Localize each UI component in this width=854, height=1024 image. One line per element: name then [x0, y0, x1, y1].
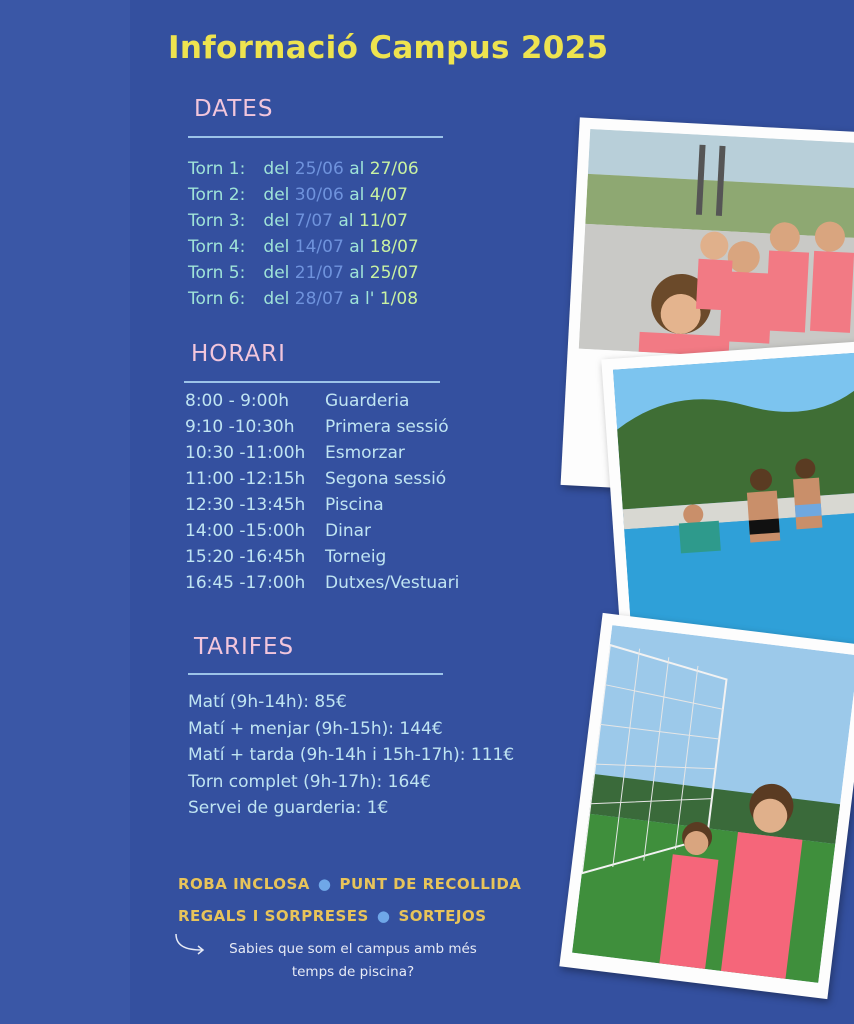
list-item: 8:00 - 9:00h Guarderia — [185, 391, 410, 411]
list-item: 15:20 -16:45h Torneig — [185, 547, 387, 567]
list-item: 16:45 -17:00h Dutxes/Vestuari — [185, 573, 460, 593]
features-line-1 — [178, 875, 521, 893]
features-line-2 — [178, 907, 487, 925]
list-item: 9:10 -10:30h Primera sessió — [185, 417, 449, 437]
list-item: Torn complet (9h-17h): 164€ — [188, 771, 431, 792]
tag-regals: REGALS I SORPRESES — [178, 907, 369, 925]
list-item: Servei de guarderia: 1€ — [188, 798, 389, 818]
horari-heading: HORARI — [191, 341, 286, 367]
dates-heading: DATES — [194, 96, 274, 122]
list-item: 14:00 -15:00h Dinar — [185, 521, 371, 541]
list-item: Torn 5: del 21/07 al 25/07 — [188, 263, 419, 283]
schedule-list — [185, 388, 459, 596]
page-title: Informació Campus 2025 — [168, 30, 609, 66]
divider — [188, 673, 443, 675]
football-field-photo — [559, 613, 854, 999]
list-item: Matí + tarda (9h-14h i 15h-17h): 111€ — [188, 745, 515, 765]
bullet-dot-icon: ● — [376, 907, 391, 925]
list-item: Torn 1: del 25/06 al 27/06 — [188, 159, 419, 179]
dates-list — [188, 156, 419, 312]
list-item: Matí + menjar (9h-15h): 144€ — [188, 718, 443, 739]
divider — [188, 136, 443, 138]
tag-sortejos: SORTEJOS — [398, 907, 487, 925]
list-item: Torn 3: del 7/07 al 11/07 — [188, 211, 408, 231]
prices-list — [188, 689, 514, 822]
bullet-dot-icon: ● — [317, 875, 332, 893]
divider — [184, 381, 440, 383]
list-item: Matí (9h-14h): 85€ — [188, 692, 347, 712]
tag-roba: ROBA INCLOSA — [178, 875, 310, 893]
list-item: 11:00 -12:15h Segona sessió — [185, 469, 447, 489]
list-item: Torn 6: del 28/07 a l' 1/08 — [188, 289, 419, 309]
list-item: 12:30 -13:45h Piscina — [185, 495, 384, 515]
pool-note: Sabies que som el campus amb més temps de piscina? — [229, 941, 477, 980]
tarifes-heading: TARIFES — [194, 634, 295, 660]
curved-arrow-icon — [172, 932, 208, 958]
list-item: 10:30 -11:00h Esmorzar — [185, 443, 405, 463]
tag-punt: PUNT DE RECOLLIDA — [339, 875, 522, 893]
background-band — [0, 0, 130, 1024]
list-item: Torn 4: del 14/07 al 18/07 — [188, 237, 419, 257]
list-item: Torn 2: del 30/06 al 4/07 — [188, 185, 408, 205]
